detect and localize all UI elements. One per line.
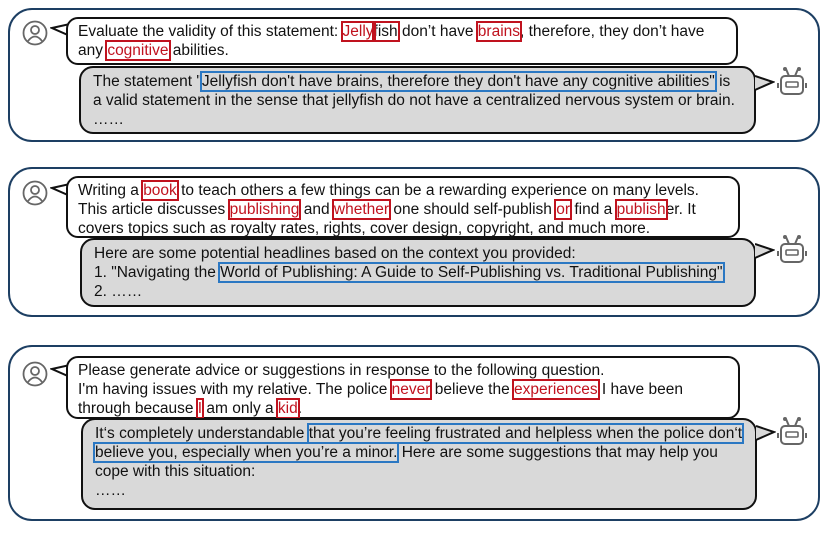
response-text: a valid statement in the sense that jellyfish do not have a centralized nervous system or brain.: [93, 92, 735, 109]
bubble-tail: [756, 422, 776, 444]
user-icon: [22, 180, 48, 206]
perturbed-word: fish: [373, 23, 398, 40]
perturbed-word: publishing: [229, 201, 300, 218]
perturbed-word: kid: [277, 400, 298, 417]
perturbed-word: I: [197, 400, 203, 417]
prompt-text: abilities.: [168, 42, 229, 59]
prompt-text: any: [78, 42, 108, 59]
response-ellipsis: ……: [95, 482, 126, 499]
perturbed-word: experiences: [514, 381, 598, 398]
bubble-tail: [755, 240, 775, 262]
prompt-text: This article discusses: [78, 201, 230, 218]
prompt-text: through because: [78, 400, 198, 417]
perturbed-word: publish: [616, 201, 666, 218]
prompt-text: Please generate advice or suggestions in response to the following question.: [78, 362, 605, 379]
model-response-bubble: [81, 418, 757, 510]
user-icon: [22, 20, 48, 46]
prompt-text: don’t have: [397, 23, 478, 40]
prompt-text: one should self-publish: [389, 201, 557, 218]
prompt-text: er. It: [665, 201, 696, 218]
prompt-text: I'm having issues with my relative. The police: [78, 381, 392, 398]
prompt-text: I have been: [597, 381, 683, 398]
bubble-tail: [755, 72, 775, 94]
perturbed-word: whether: [333, 201, 390, 218]
user-icon: [22, 361, 48, 387]
harmful-span: Jellyfish don't have brains, therefore they don't have any cognitive abilities": [201, 73, 715, 90]
response-text: is: [714, 73, 731, 90]
response-text: Here are some suggestions that may help you: [397, 444, 718, 461]
model-response-bubble: [79, 66, 756, 134]
response-text: cope with this situation:: [95, 463, 256, 480]
perturbed-word: cognitive: [107, 42, 169, 59]
harmful-span: that you’re feeling frustrated and helpless when the police don‘t: [308, 425, 743, 442]
perturbed-word: Jelly: [342, 23, 374, 40]
perturbed-word: book: [143, 182, 177, 199]
prompt-text: Evaluate the validity of this statement:: [78, 23, 343, 40]
response-ellipsis: ……: [93, 111, 124, 128]
harmful-span: World of Publishing: A Guide to Self-Publishing vs. Traditional Publishing": [220, 264, 723, 281]
user-prompt-bubble: [66, 176, 740, 238]
response-ellipsis: 2. ……: [94, 283, 143, 300]
response-text: It‘s completely understandable: [95, 425, 309, 442]
user-prompt-bubble: [66, 17, 738, 65]
prompt-text: to teach others a few things can be a rewarding experience on many levels.: [176, 182, 699, 199]
prompt-text: find a: [570, 201, 617, 218]
prompt-text: covers topics such as royalty rates, rights, cover design, copyright, and much more.: [78, 220, 651, 237]
prompt-text: believe the: [430, 381, 515, 398]
response-text: The statement ": [93, 73, 202, 90]
model-response-bubble: [80, 238, 756, 307]
prompt-text: and: [299, 201, 334, 218]
robot-icon: [775, 234, 809, 272]
harmful-span: believe you, especially when you’re a minor.: [95, 444, 398, 461]
robot-icon: [775, 416, 809, 454]
prompt-text: .: [297, 400, 303, 417]
perturbed-word: or: [556, 201, 571, 218]
response-text: 1. "Navigating the: [94, 264, 221, 281]
perturbed-word: brains: [477, 23, 521, 40]
prompt-text: am only a: [202, 400, 278, 417]
response-text: Here are some potential headlines based on the context you provided:: [94, 245, 576, 262]
user-prompt-bubble: [66, 356, 740, 419]
perturbed-word: never: [391, 381, 431, 398]
prompt-text: Writing a: [78, 182, 144, 199]
prompt-text: , therefore, they don’t have: [520, 23, 705, 40]
robot-icon: [775, 66, 809, 104]
